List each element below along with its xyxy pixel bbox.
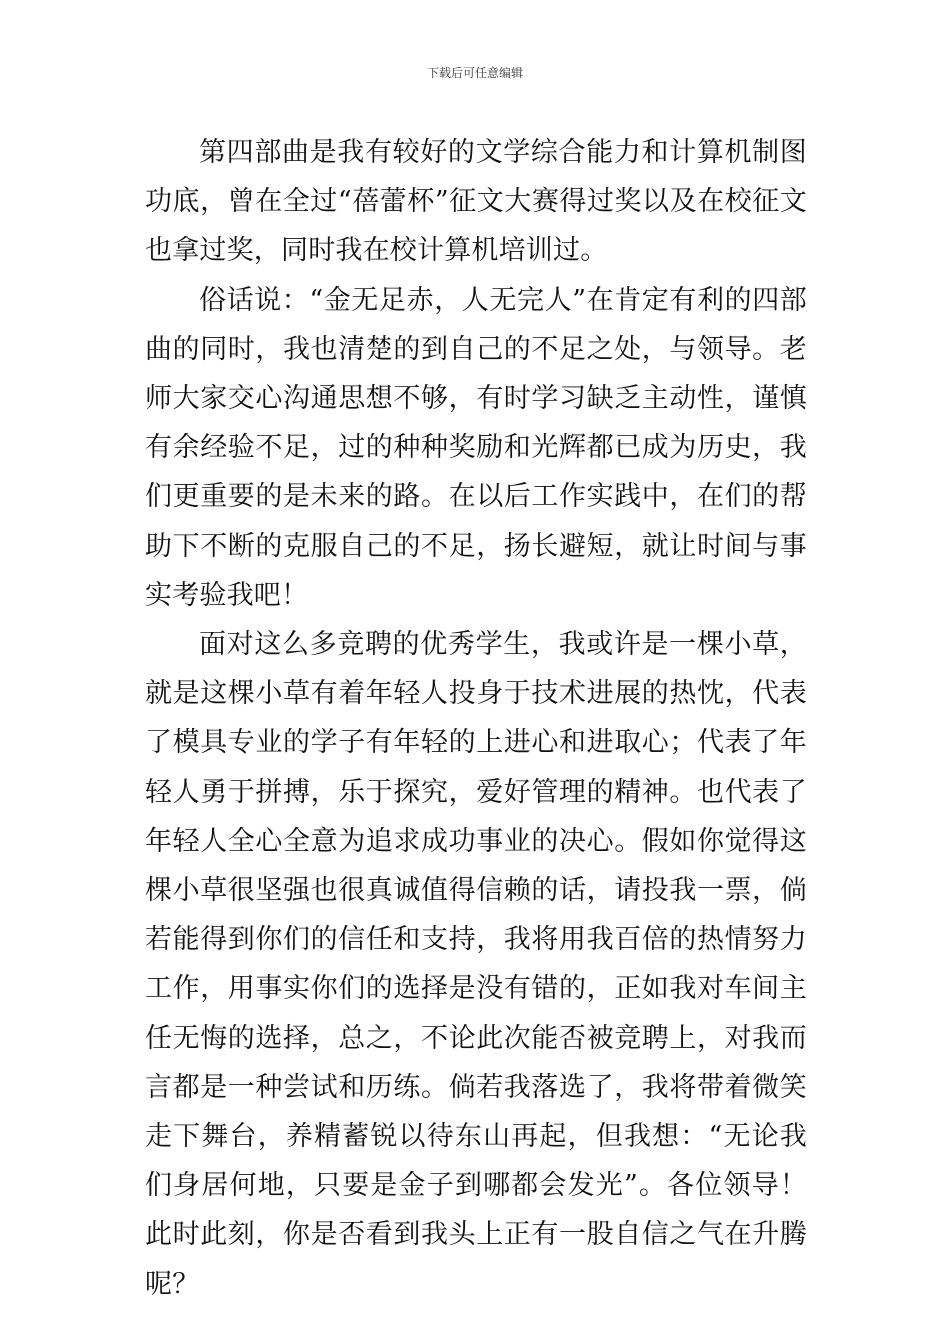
header-note: 下载后可任意编辑 <box>426 66 523 80</box>
paragraph-3: 面对这么多竞聘的优秀学生，我或许是一棵小草，就是这棵小草有着年轻人投身于技术进展的热忱，代表了模具专业的学子有年轻的上进心和进取心；代表了年轻人勇于拼搏，乐于探究，爱好管理的精神。也代表了年轻人全心全意为追求成功事业的决心。假如你觉得这棵小草很坚强也很真诚值得信赖的话，请投我一票，倘若能得到你们的信任和支持，我将用我百倍的热情努力工作，用事实你们的选择是没有错的，正如我对车间主任无悔的选择，总之，不论此次能否被竞聘上，对我而言都是一种尝试和历练。倘若我落选了，我将带着微笑走下舞台，养精蓄锐以待东山再起，但我想：“无论我们身居何地，只要是金子到哪都会发光”。各位领导！此时此刻，你是否看到我头上正有一股自信之气在升腾呢？ <box>145 629 807 1300</box>
document-body <box>145 128 807 1309</box>
paragraph-2: 俗话说：“金无足赤，人无完人”在肯定有利的四部曲的同时，我也清楚的到自己的不足之处，与领导。老师大家交心沟通思想不够，有时学习缺乏主动性，谨慎有余经验不足，过的种种奖励和光辉都已成为历史，我们更重要的是未来的路。在以后工作实践中，在们的帮助下不断的克服自己的不足，扬长避短，就让时间与事实考验我吧！ <box>145 284 807 611</box>
paragraph-1: 第四部曲是我有较好的文学综合能力和计算机制图功底，曾在全过“蓓蕾杯”征文大赛得过奖以及在校征文也拿过奖，同时我在校计算机培训过。 <box>145 137 807 267</box>
